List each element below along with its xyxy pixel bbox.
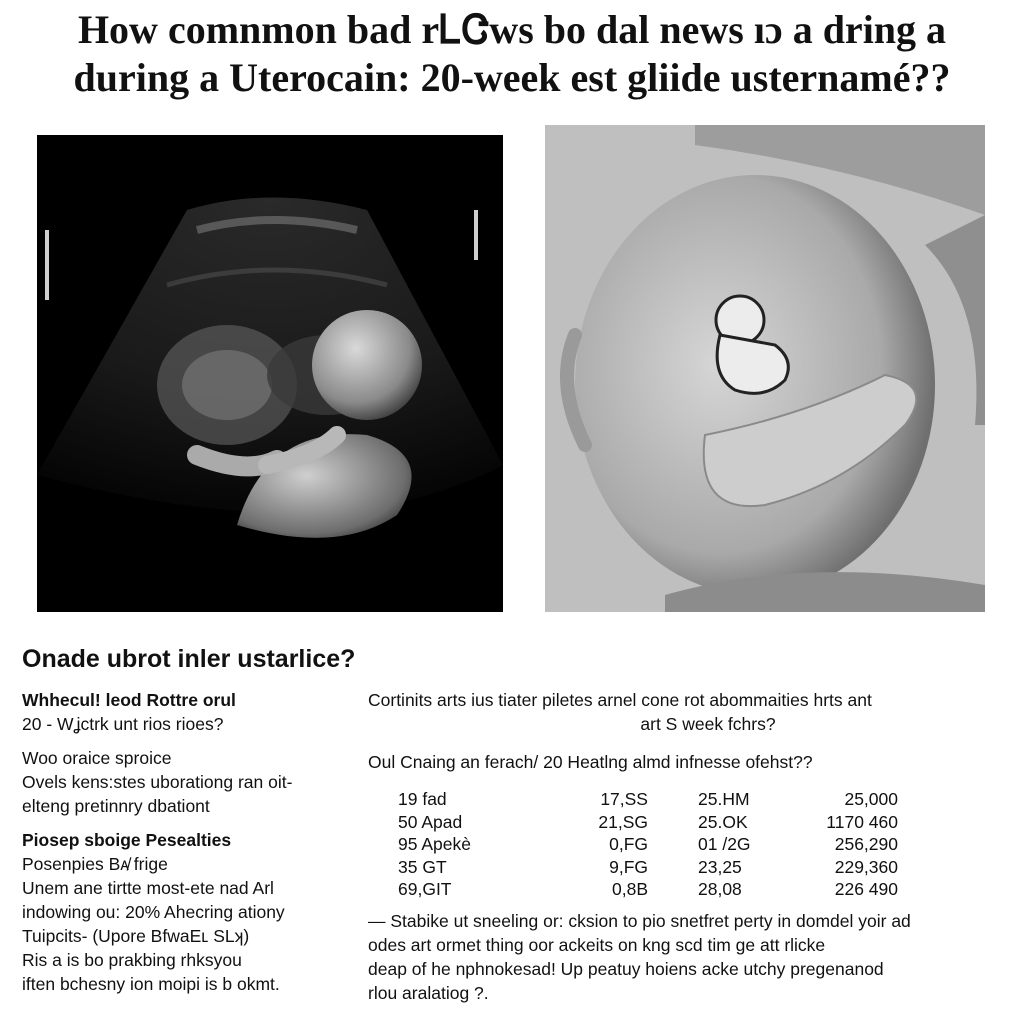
left-block-3-line-1: Posenpies Bᴀ̸ frige bbox=[22, 854, 168, 874]
table-cell: 50 Apad bbox=[398, 811, 463, 832]
table-cell: 19 fad bbox=[398, 789, 447, 809]
table-cell: 229,360 bbox=[834, 856, 898, 877]
table-cell: 25.HM bbox=[698, 789, 750, 809]
table-row bbox=[398, 856, 898, 879]
title-line-2: during a Uterocain: 20-week est gliide usternamé?? bbox=[73, 55, 951, 100]
left-block-3-line-5: Ris a is bo prakbing rhksyou bbox=[22, 950, 242, 970]
stats-table bbox=[398, 788, 898, 901]
left-block-2-line-1: Woo oraice sproice bbox=[22, 748, 172, 768]
title-line-1: How comnmon bad rᏞᏣws bo dal news ıɔ a dring a bbox=[77, 7, 947, 52]
note-line-4: rlou aralatiog ?. bbox=[368, 982, 489, 1003]
table-cell: 01 /2G bbox=[698, 834, 751, 854]
ultrasound-image bbox=[37, 135, 503, 612]
right-column bbox=[368, 688, 1008, 1005]
table-row bbox=[398, 833, 898, 856]
note bbox=[368, 909, 1008, 1005]
left-block-3-line-4: Tuipcits- (Upore BfwaEʟ SLʞ) bbox=[22, 926, 250, 946]
left-block-1-line-1: Whhecul! leod Rottre orul bbox=[22, 690, 236, 710]
table-cell: 1170 460 bbox=[826, 811, 898, 832]
left-block-1-line-2: 20 - Wʝctrk unt rios rioes? bbox=[22, 714, 224, 734]
table-cell: 25,000 bbox=[844, 789, 898, 809]
note-line-3: deap of he nphnokesad! Up peatuy hoiens acke utchy pregenanod bbox=[368, 958, 884, 979]
table-cell: 23,25 bbox=[698, 856, 742, 877]
table-row bbox=[398, 788, 898, 811]
page-title bbox=[0, 6, 1024, 102]
note-line-2: odes art ormet thing oor ackeits on kng scd tim ge att rlicke bbox=[368, 934, 826, 955]
table-cell: 95 Apekè bbox=[398, 834, 471, 854]
left-block-2-line-2: Ovels kens:stes uborationg ran oit- bbox=[22, 772, 293, 792]
table-row bbox=[398, 878, 898, 901]
left-block-2-line-3: elteng pretinnry dbationt bbox=[22, 796, 210, 816]
table-cell: 9,FG bbox=[609, 856, 648, 877]
left-block-3-line-6: iften bchesny ion moipi is b okmt. bbox=[22, 974, 280, 994]
section-heading: Onade ubrot inler ustarlice? bbox=[22, 645, 356, 673]
question-2: Oul Cnaing an ferach/ 20 Heatlng almd infnesse ofehst?? bbox=[368, 752, 813, 772]
left-block-3-line-2: Unem ane tirtte most-ete nad Arl bbox=[22, 878, 274, 898]
left-column bbox=[22, 688, 352, 1006]
note-line-1: — Stabike ut sneeling or: cksion to pio snetfret perty in domdel yoir ad bbox=[368, 910, 911, 931]
question-1-line-2: art S week fchrs? bbox=[640, 714, 776, 734]
table-cell: 69,GIT bbox=[398, 879, 452, 899]
left-block-2 bbox=[22, 746, 352, 818]
table-cell: 0,FG bbox=[609, 834, 648, 854]
table-row bbox=[398, 811, 898, 834]
left-block-3-line-3: indowing ou: 20% Ahecring ationy bbox=[22, 902, 285, 922]
left-block-3-heading: Piosep sboige Pesealties bbox=[22, 830, 232, 850]
table-cell: 21,SG bbox=[598, 811, 648, 832]
pregnant-belly-image bbox=[545, 125, 985, 612]
table-cell: 28,08 bbox=[698, 879, 742, 899]
left-block-3 bbox=[22, 828, 352, 996]
table-cell: 226 490 bbox=[834, 879, 898, 899]
table-cell: 17,SS bbox=[600, 789, 648, 809]
table-cell: 35 GT bbox=[398, 856, 447, 877]
table-cell: 25.OK bbox=[698, 811, 748, 832]
left-block-1 bbox=[22, 688, 352, 736]
question-1: Cortinits arts ius tiater piletes arnel cone rot abommaities hrts ant bbox=[368, 690, 872, 710]
table-cell: 256,290 bbox=[834, 834, 898, 854]
table-cell: 0,8B bbox=[612, 879, 648, 899]
